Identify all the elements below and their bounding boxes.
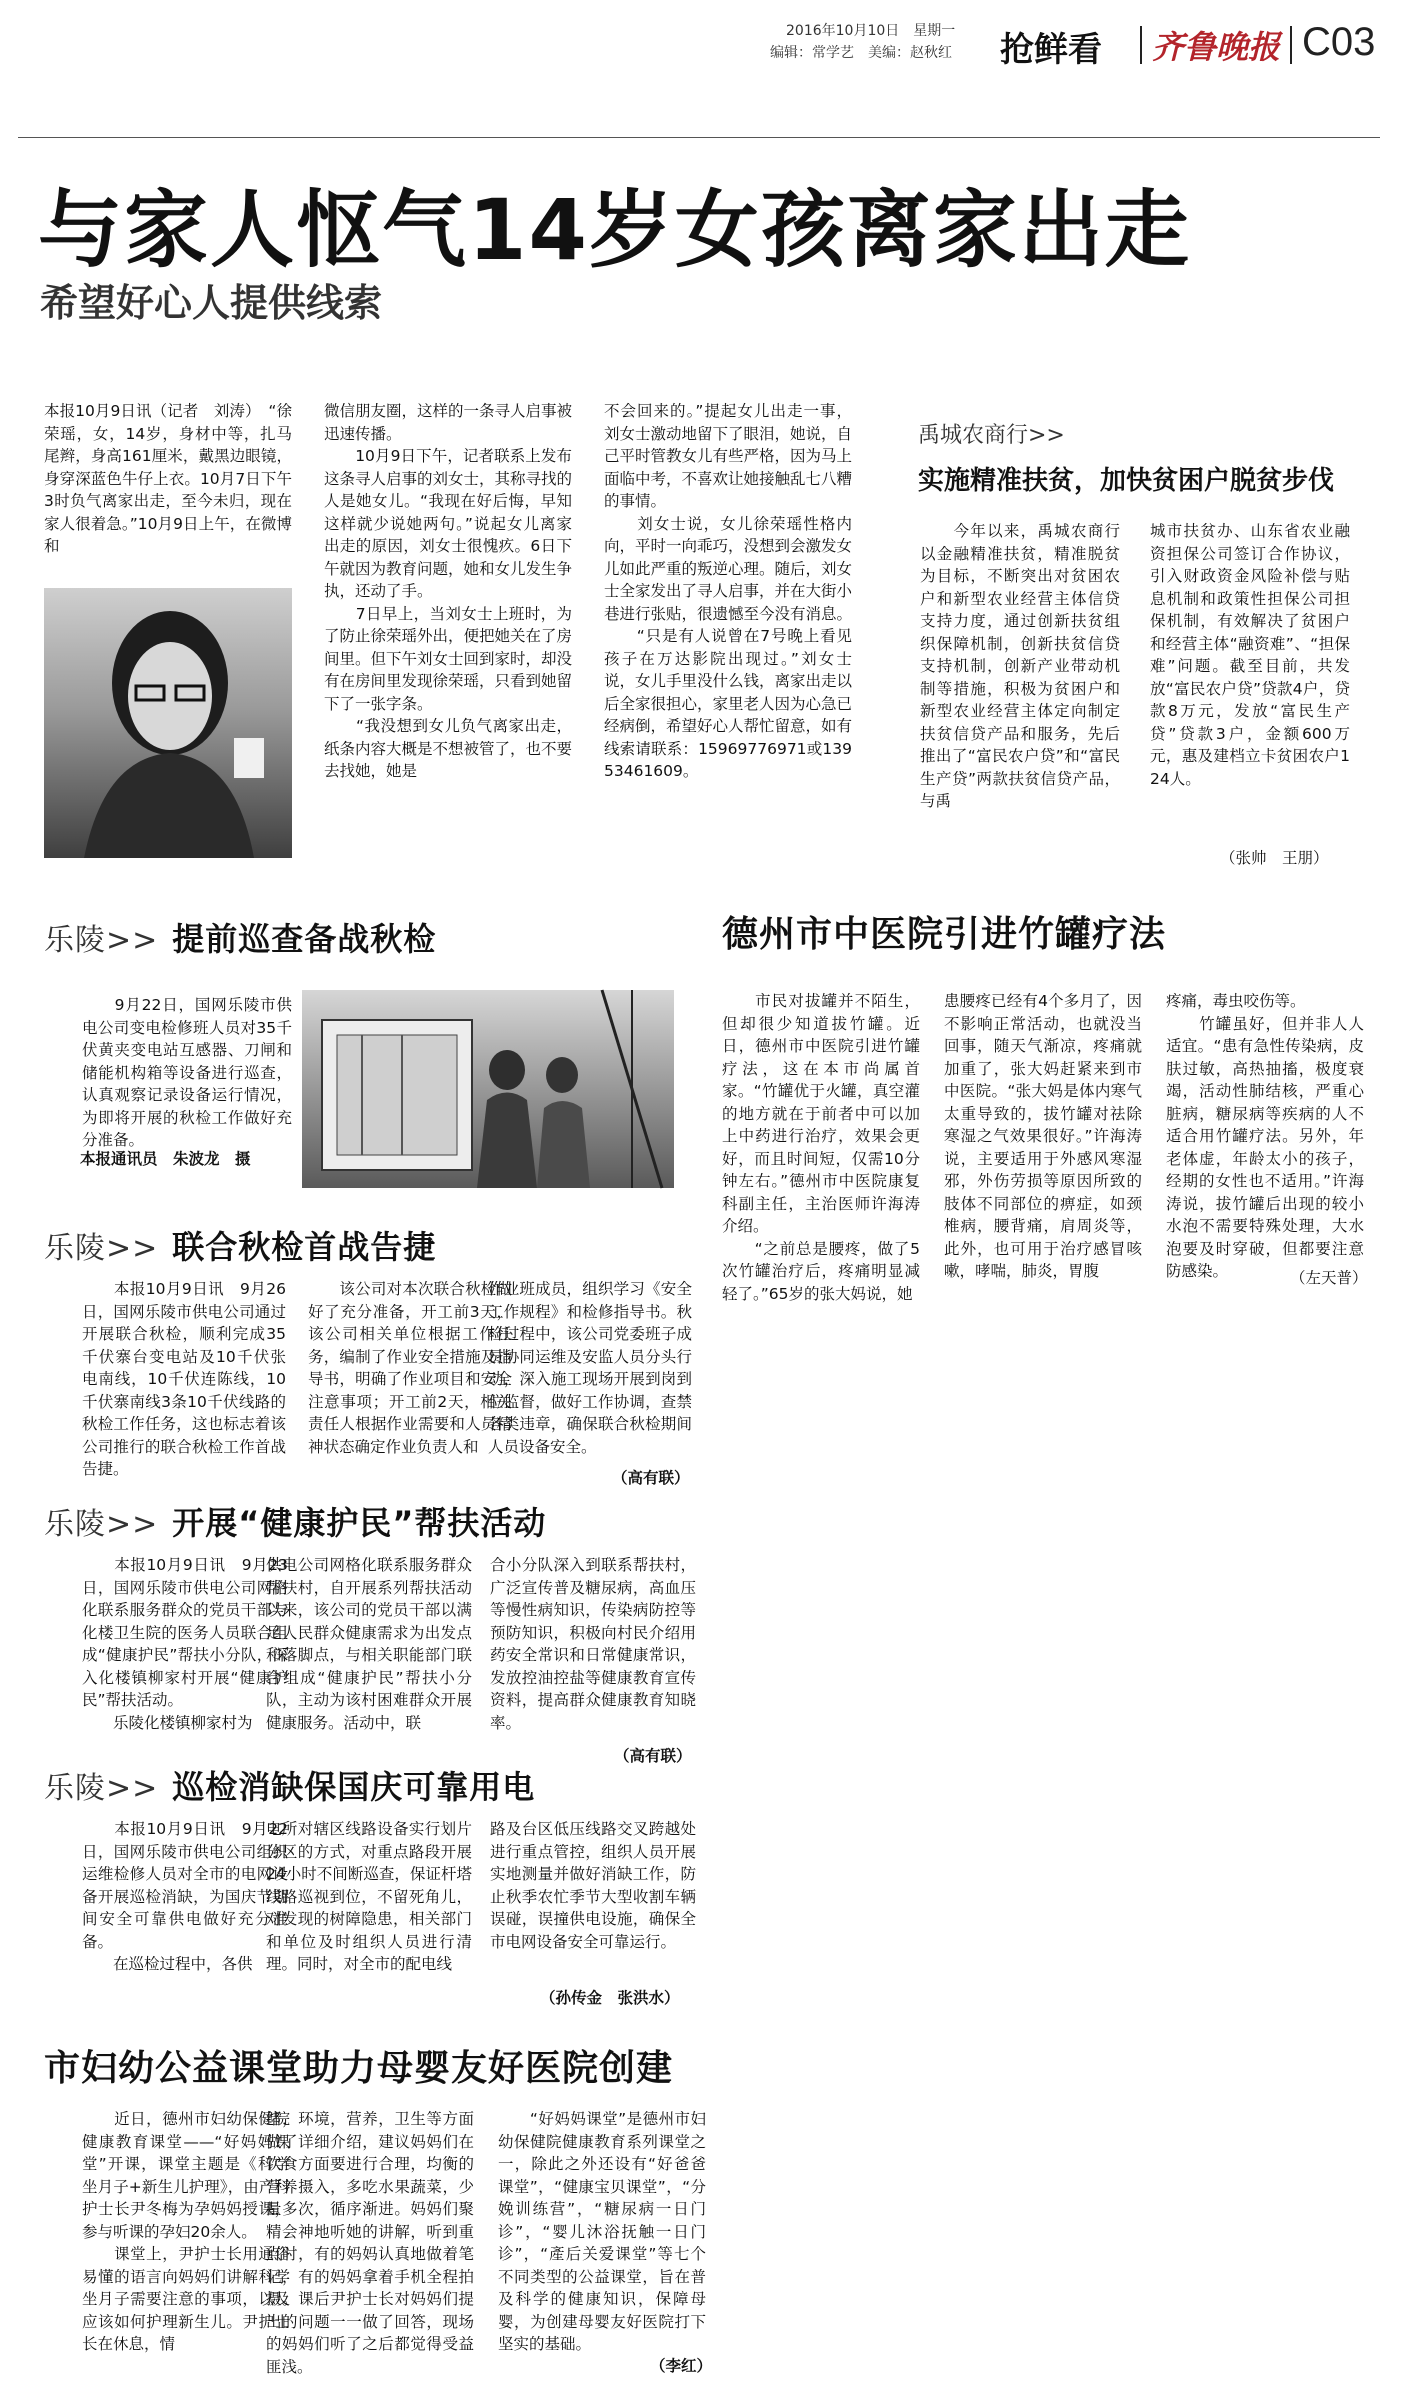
lead-col2-text: 微信朋友圈，这样的一条寻人启事被迅速传播。 10月9日下午，记者联系上发布这条寻人启事的刘女士，其称寻找的人是她女儿。“我现在好后悔，早知这样就少说她两句。”说起女儿离家出走的原因，刘女士很愧疚。6日下午就因为教育问题，她和女儿发生争执，还动了手。 7日早上，当刘女士上班时，为了防止徐荣瑶外出，便把她关在了房间里。但下午刘女士回到家时，却没有在房间里发现徐荣瑶，只看到她留下了一张字条。 “我没想到女儿负气离家出走，纸条内容大概是不想被管了，也不要去找她，她是 — [324, 402, 573, 780]
lead-headline: 与家人怄气14岁女孩离家出走 — [38, 181, 1191, 279]
leling4-heading — [44, 1762, 535, 1808]
substation-photo — [302, 990, 674, 1188]
leling3-heading — [44, 1498, 546, 1544]
header-divider-1 — [1140, 26, 1142, 64]
lead-col3-text: 不会回来的。”提起女儿出走一事，刘女士激动地留下了眼泪，她说，自己平时管教女儿有些严格，因为马上面临中考，不喜欢让她接触乱七八糟的事情。 刘女士说，女儿徐荣瑶性格内向，平时一向乖巧，没想到会激发女儿如此严重的叛逆心理。随后，刘女士全家发出了寻人启事，并在大街小巷进行张贴，很遗憾至今没有消息。 “只是有人说曾在7号晚上看见孩子在万达影院出现过。”刘女士说，女儿手里没什么钱，离家出走以后全家很担心，家里老人因为心急已经病倒，希望好心人帮忙留意，如有线索请联系：15969776971或13953461609。 — [604, 402, 853, 780]
dezhou-byline: （左天普） — [1290, 1269, 1368, 1287]
leling2-tag: 乐陵>> — [44, 1231, 159, 1266]
lead-subhead: 希望好心人提供线索 — [40, 281, 383, 325]
leling2-byline: （高有联） — [612, 1469, 690, 1487]
leling3-col2-text: 供电公司网格化联系服务群众帮扶村，自开展系列帮扶活动以来，该公司的党员干部以满足人民群众健康需求为出发点和落脚点，与相关职能部门联合组成“健康护民”帮扶小分队，主动为该村困难群众开展健康服务。活动中，联 — [266, 1556, 472, 1732]
fuyou-col1-text: 近日，德州市妇幼保健院健康教育课堂——“好妈妈课堂”开课，课堂主题是《科学坐月子+新生儿护理》，由产科护士长尹冬梅为孕妈妈授课，参与听课的孕妇20余人。 课堂上，尹护士长用通俗易懂的语言向妈妈们讲解科学坐月子需要注意的事项，以及应该如何护理新生儿。尹护士长在休息，情 — [82, 2110, 290, 2353]
header-editors: 编辑：常学艺 美编：赵秋红 — [770, 45, 952, 61]
yucheng-byline: （张帅 王朋） — [1220, 849, 1329, 867]
leling1-text: 9月22日，国网乐陵市供电公司变电检修班人员对35千伏黄夹变电站互感器、刀闸和储能机构箱等设备进行巡查，认真观察记录设备运行情况，为即将开展的秋检工作做好充分准备。 — [82, 996, 292, 1149]
leling4-col3-text: 路及台区低压线路交叉跨越处进行重点管控，组织人员开展实地测量并做好消缺工作，防止秋季农忙季节大型收割车辆误碰，误撞供电设施，确保全市电网设备安全可靠运行。 — [490, 1820, 696, 1951]
leling2-title: 联合秋检首战告捷 — [172, 1228, 437, 1266]
leling3-col3-text: 合小分队深入到联系帮扶村，广泛宣传普及糖尿病，高血压等慢性病知识，传染病防控等预防知识，积极向村民介绍用药安全常识和日常健康常识，发放控油控盐等健康教育宣传资料，提高群众健康教育知晓率。 — [490, 1556, 696, 1732]
substation-scene-icon — [302, 990, 674, 1188]
leling1-heading — [44, 914, 436, 960]
leling4-title: 巡检消缺保国庆可靠用电 — [172, 1768, 536, 1806]
leling4-byline: （孙传金 张洪水） — [540, 1989, 680, 2007]
leling2-col1-text: 本报10月9日讯 9月26日，国网乐陵市供电公司通过开展联合秋检，顺利完成35千伏寨台变电站及10千伏张电南线，10千伏连陈线，10千伏寨南线3条10千伏线路的秋检工作任务，这也标志着该公司推行的联合秋检工作首战告捷。 — [82, 1280, 286, 1478]
fuyou-col2-text: 绪，环境，营养，卫生等方面做了详细介绍，建议妈妈们在饮食方面要进行合理，均衡的营养摄入，多吃水果蔬菜，少量多次，循序渐进。妈妈们聚精会神地听她的讲解，听到重点时，有的妈妈认真地做着笔记，有的妈妈拿着手机全程拍摄。课后尹护士长对妈妈们提出的问题一一做了回答，现场的妈妈们听了之后都觉得受益匪浅。 — [266, 2110, 474, 2376]
fuyou-title: 市妇幼公益课堂助力母婴友好医院创建 — [44, 2048, 674, 2089]
page-number: C03 — [1302, 20, 1376, 64]
fuyou-byline: （李红） — [650, 2357, 713, 2375]
header-divider-2 — [1290, 26, 1292, 64]
girl-portrait-icon — [44, 588, 292, 858]
leling1-byline: 本报通讯员 朱波龙 摄 — [80, 1150, 251, 1168]
dezhou-col2-text: 患腰疼已经有4个多月了，因不影响正常活动，也就没当回事，随天气渐凉，疼痛就加重了，张大妈赶紧来到市中医院。“张大妈是体内寒气太重导致的，拔竹罐对祛除寒湿之气效果很好。”许海涛说，主要适用于外感风寒湿邪，外伤劳损等原因所致的肢体不同部位的痹症，如颈椎病，腰背痛，肩周炎等，此外，也可用于治疗感冒咳嗽，哮喘，肺炎，胃腹 — [944, 992, 1142, 1280]
leling3-tag: 乐陵>> — [44, 1507, 159, 1542]
header-rule — [18, 137, 1380, 138]
dezhou-title: 德州市中医院引进竹罐疗法 — [722, 914, 1167, 955]
girl-photo — [44, 588, 292, 858]
yucheng-title: 实施精准扶贫，加快贫困户脱贫步伐 — [918, 466, 1335, 496]
leling4-tag: 乐陵>> — [44, 1771, 159, 1806]
leling4-col2-text: 电所对辖区线路设备实行划片分区的方式，对重点路段开展24小时不间断巡查，保证杆塔线路巡视到位，不留死角儿，对发现的树障隐患，相关部门和单位及时组织人员进行清理。同时，对全市的配电线 — [266, 1820, 472, 1973]
leling4-col1-text: 本报10月9日讯 9月22日，国网乐陵市供电公司组织运维检修人员对全市的电网设备开展巡检消缺，为国庆节期间安全可靠供电做好充分准备。 在巡检过程中，各供 — [82, 1820, 288, 1973]
header-column: 抢鲜看 — [1000, 30, 1102, 70]
leling2-col2-text: 该公司对本次联合秋检做好了充分准备，开工前3天，该公司相关单位根据工作任务，编制了作业安全措施及指导书，明确了作业项目和安全注意事项；开工前2天，相关责任人根据作业需要和人员精神状态确定作业负责人和 — [308, 1280, 512, 1456]
yucheng-col2-text: 城市扶贫办、山东省农业融资担保公司签订合作协议，引入财政资金风险补偿与贴息机制和政策性担保公司担保机制，有效解决了贫困户和经营主体“融资难”、“担保难”问题。截至目前，共发放“富民农户贷”贷款4户，贷款8万元，发放“富民生产贷”贷款3户，金额600万元，惠及建档立卡贫困农户124人。 — [1150, 522, 1350, 788]
leling3-title: 开展“健康护民”帮扶活动 — [172, 1504, 547, 1542]
leling1-title: 提前巡查备战秋检 — [172, 920, 437, 958]
header-date: 2016年10月10日 星期一 — [786, 23, 956, 39]
leling2-col3-text: 作业班成员，组织学习《安全工作规程》和检修指导书。秋检过程中，该公司党委班子成员协同运维及安监人员分头行动，深入施工现场开展到岗到位监督，做好工作协调，查禁各类违章，确保联合秋检期间人员设备安全。 — [488, 1280, 692, 1456]
dezhou-col3-text: 疼痛，毒虫咬伤等。 竹罐虽好，但并非人人适宜。“患有急性传染病，皮肤过敏，高热抽搐，极度衰竭，活动性肺结核，严重心脏病，糖尿病等疾病的人不适合用竹罐疗法。另外，年老体虚，年龄太小的孩子，经期的女性也不适用。”许海涛说，拔竹罐后出现的较小水泡不需要特殊处理，大水泡要及时穿破，但都要注意防感染。 — [1166, 992, 1364, 1280]
leling2-heading — [44, 1222, 436, 1268]
lead-col1-text: 本报10月9日讯（记者 刘涛） “徐荣瑶，女，14岁，身材中等，扎马尾辫，身高161厘米，戴黑边眼镜，身穿深蓝色牛仔上衣。10月7日下午3时负气离家出走，至今未归，现在家人很着急。”10月9日上午，在微博和 — [44, 402, 292, 555]
paper-logo: 齐鲁晚报 — [1152, 28, 1281, 66]
dezhou-col1-text: 市民对拔罐并不陌生，但却很少知道拔竹罐。近日，德州市中医院引进竹罐疗法，这在本市尚属首家。“竹罐优于火罐，真空灌的地方就在于前者中可以加上中药进行治疗，效果会更好，而且时间短，仅需10分钟左右。”德州市中医院康复科副主任，主治医师许海涛介绍。 “之前总是腰疼，做了5次竹罐治疗后，疼痛明显减轻了。”65岁的张大妈说，她 — [722, 992, 920, 1303]
yucheng-tag: 禹城农商行>> — [918, 423, 1065, 448]
leling1-tag: 乐陵>> — [44, 923, 159, 958]
leling3-col1-text: 本报10月9日讯 9月23日，国网乐陵市供电公司网格化联系服务群众的党员干部与化楼卫生院的医务人员联合组成“健康护民”帮扶小分队，深入化楼镇柳家村开展“健康护民”帮扶活动。 乐陵化楼镇柳家村为 — [82, 1556, 288, 1732]
leling3-byline: （高有联） — [614, 1747, 692, 1765]
fuyou-col3-text: “好妈妈课堂”是德州市妇幼保健院健康教育系列课堂之一，除此之外还设有“好爸爸课堂”，“健康宝贝课堂”，“分娩训练营”，“糖尿病一日门诊”，“婴儿沐浴抚触一日门诊”，“產后关爱课堂”等七个不同类型的公益课堂，旨在普及科学的健康知识，保障母婴，为创建母婴友好医院打下坚实的基础。 — [498, 2110, 706, 2353]
yucheng-col1-text: 今年以来，禹城农商行以金融精准扶贫，精准脱贫为目标，不断突出对贫困农户和新型农业经营主体信贷支持力度，通过创新扶贫组织保障机制，创新扶贫信贷支持机制，创新产业带动机制等措施，积极为贫困户和新型农业经营主体定向制定扶贫信贷产品和服务，先后推出了“富民农户贷”和“富民生产贷”两款扶贫信贷产品，与禹 — [920, 522, 1120, 810]
